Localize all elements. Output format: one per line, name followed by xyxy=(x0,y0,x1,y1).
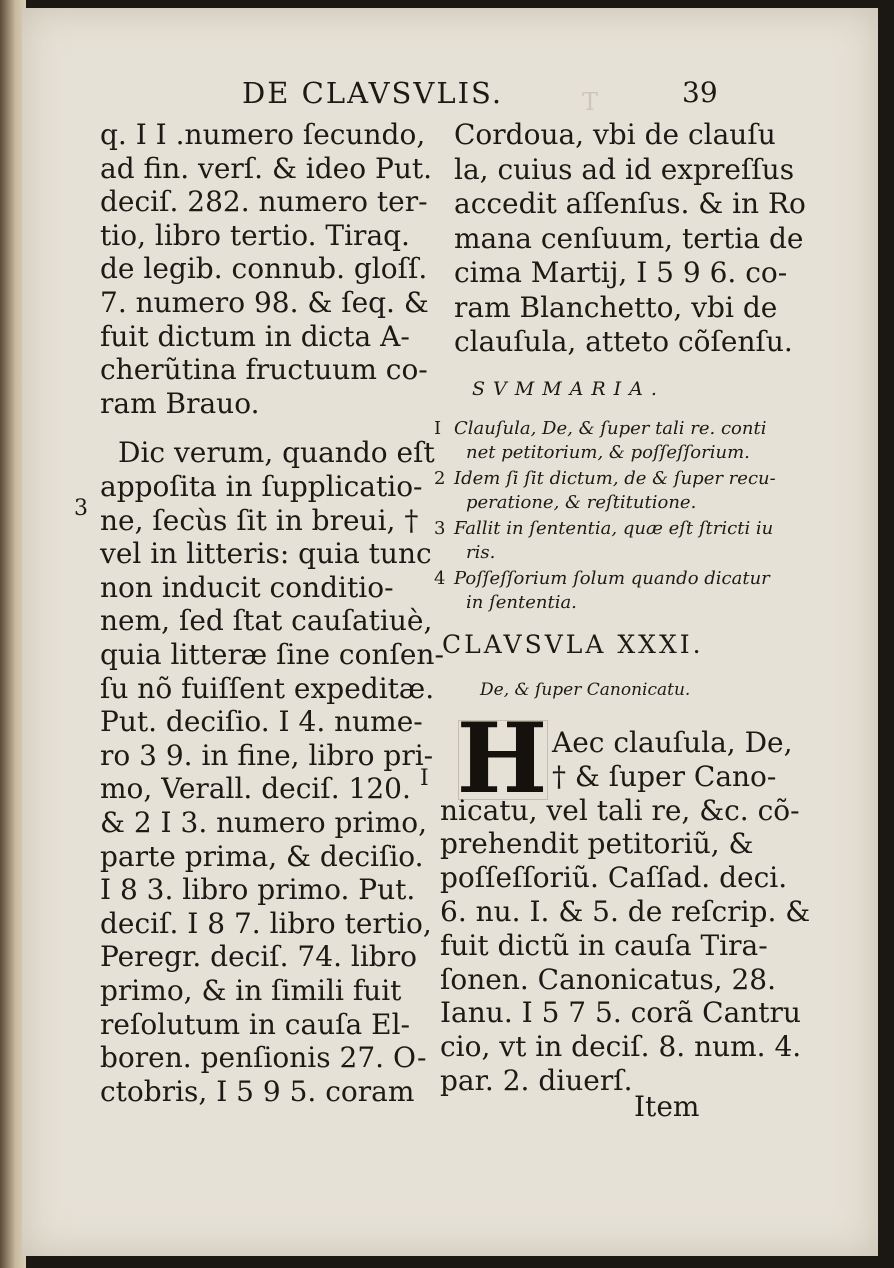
clausula-text-line: 6. nu. I. & 5. de reſcrip. & xyxy=(440,895,811,928)
left-text-line: de legib. connub. gloſſ. xyxy=(100,252,428,286)
left-text-line: reſolutum in cauſa El- xyxy=(100,1007,411,1041)
clausula-subheading: De, & ſuper Canonicatu. xyxy=(480,680,691,700)
clausula-text-line: Ianu. I 5 7 5. corã Cantru xyxy=(440,996,801,1030)
right-text-line: la, cuius ad id expreſſus xyxy=(454,152,795,186)
left-text-line: mo, Verall. deciſ. 120. xyxy=(100,772,411,806)
clausula-text-line: ſonen. Canonicatus, 28. xyxy=(440,962,777,996)
bleed-through-text: T xyxy=(582,88,599,116)
left-text-line: nem, ſed ſtat cauſatiuè, xyxy=(100,604,433,638)
left-text-line: ne, ſecùs ſit in breui, † xyxy=(100,503,419,537)
left-text-line: ctobris, I 5 9 5. coram xyxy=(100,1074,415,1108)
left-text-line: & 2 I 3. numero primo, xyxy=(100,806,428,839)
summaria-line: Idem ſi ſit dictum, de & ſuper recu- xyxy=(454,468,776,489)
left-text-line: ad fin. verſ. & ideo Put. xyxy=(100,151,433,185)
summaria-title: SVMMARIA. xyxy=(472,378,665,400)
summaria-number: 4 xyxy=(434,568,446,589)
left-text-line: q. I I .numero ſecundo, xyxy=(100,118,426,151)
summaria-number: 2 xyxy=(434,468,446,489)
left-text-line: ro 3 9. in fine, libro pri- xyxy=(100,738,434,772)
left-text-line: deciſ. 282. numero ter- xyxy=(100,185,428,219)
left-text-line: Put. deciſio. I 4. nume- xyxy=(100,705,423,739)
left-text-line: 7. numero 98. & ſeq. & xyxy=(100,286,429,319)
left-text-line: parte prima, & deciſio. xyxy=(100,839,424,873)
summaria-line: Poſſeſſorium ſolum quando dicatur xyxy=(454,568,770,589)
clausula-text-line: nicatu, vel tali re, &c. cõ- xyxy=(440,793,800,827)
left-text-line: ſu nõ fuiſſent expeditæ. xyxy=(100,671,435,705)
left-text-line: primo, & in ſimili fuit xyxy=(100,974,402,1007)
book-page xyxy=(22,8,878,1256)
right-text-line: accedit aſſenſus. & in Ro xyxy=(454,187,806,220)
right-text-line: Cordoua, vbi de clauſu xyxy=(454,118,776,151)
left-text-line: non inducit conditio- xyxy=(100,570,394,604)
summaria-line: ris. xyxy=(466,542,496,563)
clausula-text-line: cio, vt in deciſ. 8. num. 4. xyxy=(440,1030,802,1064)
margin-number-3: 3 xyxy=(74,496,88,521)
left-text-line: appoſita in ſupplicatio- xyxy=(100,470,423,503)
left-text-line: cherũtina fructuum co- xyxy=(100,353,428,387)
clausula-heading: CLAVSVLA XXXI. xyxy=(442,630,704,659)
right-text-line: cima Martij, I 5 9 6. co- xyxy=(454,256,788,289)
left-text-line: Peregr. deciſ. 74. libro xyxy=(100,940,417,974)
page-number: 39 xyxy=(682,76,718,109)
summaria-number: I xyxy=(434,418,442,439)
clausula-text-line: poſſeſſoriũ. Caſſad. deci. xyxy=(440,861,788,895)
left-text-line: deciſ. I 8 7. libro tertio, xyxy=(100,906,432,940)
summaria-line: net petitorium, & poſſeſſorium. xyxy=(466,442,750,463)
left-text-line: I 8 3. libro primo. Put. xyxy=(100,873,416,907)
clausula-text-line: par. 2. diuerſ. xyxy=(440,1064,633,1097)
left-text-line: Dic verum, quando eſt xyxy=(118,436,435,470)
left-text-line: vel in litteris: quia tunc xyxy=(100,537,432,571)
summaria-line: in ſententia. xyxy=(466,592,577,613)
decorated-initial: H xyxy=(454,720,550,798)
summaria-number: 3 xyxy=(434,518,446,539)
left-text-line: fuit dictum in dicta A- xyxy=(100,319,410,353)
catchword: Item xyxy=(634,1090,700,1123)
left-text-line: ram Brauo. xyxy=(100,386,260,420)
right-text-line: ram Blanchetto, vbi de xyxy=(454,290,778,324)
margin-number-1: I xyxy=(420,766,429,791)
right-text-line: clauſula, atteto cõſenſu. xyxy=(454,325,793,358)
clausula-text-line: † & ſuper Cano- xyxy=(552,759,777,793)
clausula-text-line: fuit dictũ in cauſa Tira- xyxy=(440,928,768,962)
clausula-text-line: Aec clauſula, De, xyxy=(552,726,793,759)
summaria-line: Clauſula, De, & ſuper tali re. conti xyxy=(454,418,767,439)
left-text-line: tio, libro tertio. Tiraq. xyxy=(100,218,410,252)
summaria-line: Fallit in ſententia, quæ eſt ſtricti iu xyxy=(454,518,774,539)
left-text-line: quia litteræ ſine conſen- xyxy=(100,638,444,671)
left-text-line: boren. penſionis 27. O- xyxy=(100,1041,427,1075)
running-header: DE CLAVSVLIS. xyxy=(242,76,504,110)
summaria-line: peratione, & reſtitutione. xyxy=(466,492,697,513)
clausula-text-line: prehendit petitoriũ, & xyxy=(440,827,754,861)
right-text-line: mana cenſuum, tertia de xyxy=(454,221,804,255)
